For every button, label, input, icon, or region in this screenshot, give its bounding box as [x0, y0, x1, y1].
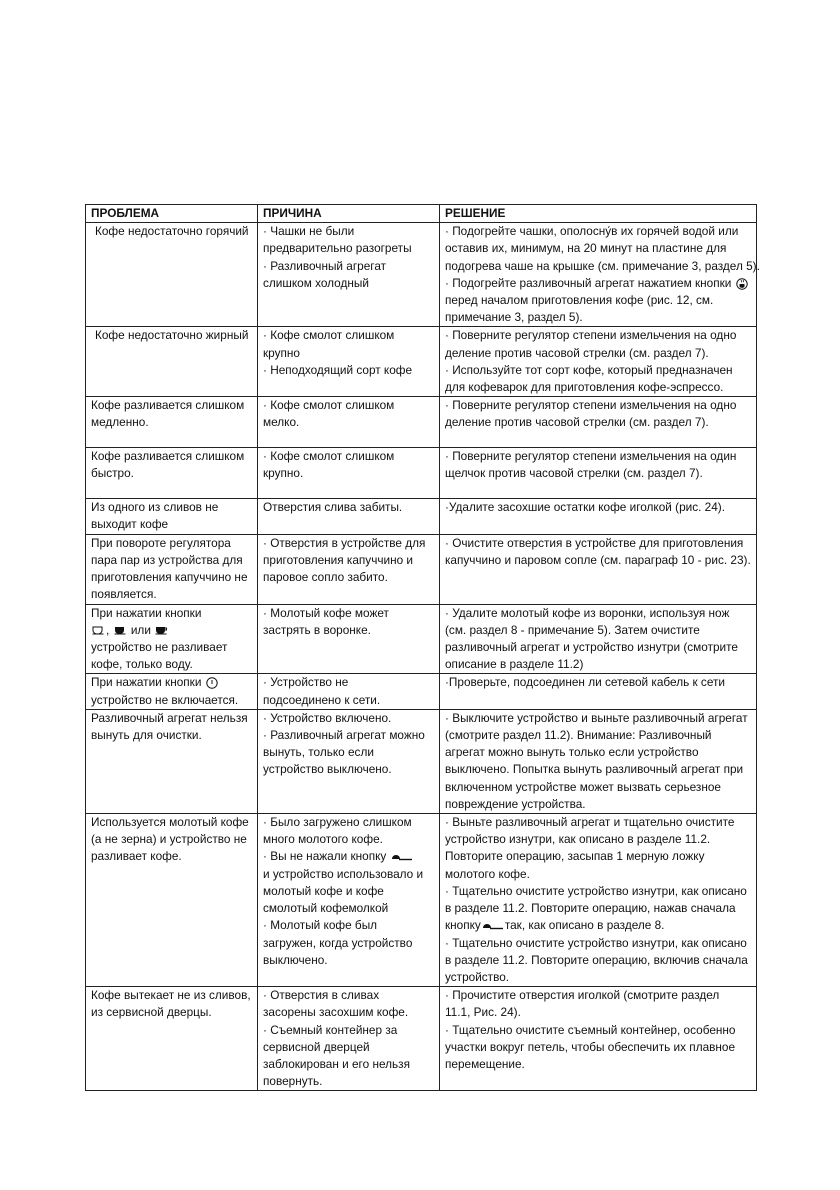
table-row: [86, 814, 757, 987]
cause-text: · Вы не нажали кнопку: [263, 849, 387, 864]
table-row: [86, 448, 757, 499]
solution-text: подогрева чаше на крышке (см. примечание 3, раздел 5).: [445, 258, 760, 273]
header-solution: РЕШЕНИЕ: [440, 205, 757, 223]
solution-text: · Тщательно очистите устройство изнутри, как описано: [445, 883, 747, 898]
solution-text: агрегат можно вынуть только если устройство: [445, 745, 699, 760]
problem-text: выходит кофе: [91, 517, 169, 532]
problem-cell: [86, 448, 258, 499]
problem-text: Разливочный агрегат нельзя: [91, 710, 248, 725]
cause-text: мелко.: [263, 415, 300, 430]
solution-text: · Подогрейте разливочный агрегат нажатием кнопки: [445, 275, 732, 290]
solution-text: для кофеварок для приготовления кофе-эспрессо.: [445, 380, 724, 395]
solution-text: щелчок против часовой стрелки (см. раздел 7).: [445, 466, 703, 481]
problem-text: Кофе разливается слишком: [91, 398, 245, 413]
solution-cell: [440, 604, 757, 674]
cause-text: · Кофе смолот слишком: [263, 398, 395, 413]
problem-cell: [86, 397, 258, 448]
solution-text: (см. раздел 8 - примечание 5). Затем очистите: [445, 622, 700, 637]
cause-text: паровое сопло забито.: [263, 570, 388, 585]
solution-text: в разделе 11.2. Повторите операцию, нажав сначала: [445, 901, 736, 916]
solution-cell: [440, 448, 757, 499]
solution-text: молотого кофе.: [445, 866, 530, 881]
cause-text: заблокирован и его нельзя: [263, 1056, 410, 1071]
table-row: [86, 397, 757, 448]
cause-cell: [258, 223, 440, 327]
two-cups-icon: [114, 626, 127, 635]
solution-text: описание в разделе 11.2): [445, 657, 584, 672]
cause-text: · Отверстия в устройстве для: [263, 535, 426, 550]
solution-text: капуччино и паровом сопле (см. параграф 10 - рис. 23).: [445, 552, 751, 567]
solution-text: 11.1, Рис. 24).: [445, 1005, 521, 1020]
cause-text: · Устройство включено.: [263, 710, 392, 725]
problem-cell: При нажатии кнопки , или устройство не разливает кофе, только воду.: [86, 604, 258, 674]
solution-text: оставив их, минимум, на 20 минут на пластине для: [445, 241, 727, 256]
cause-cell: [258, 327, 440, 397]
solution-text: · Используйте тот сорт кофе, который предназначен: [445, 362, 733, 377]
cause-text: застрять в воронке.: [263, 622, 371, 637]
cause-text: · Устройство не: [263, 675, 349, 690]
cause-text: · Было загружено слишком: [263, 815, 412, 830]
header-cause: ПРИЧИНА: [258, 205, 440, 223]
problem-text: При нажатии кнопки: [91, 605, 202, 620]
problem-text: При повороте регулятора: [91, 535, 231, 550]
table-row: [86, 604, 757, 674]
cause-text: · Молотый кофе был: [263, 918, 378, 933]
troubleshooting-table: [85, 204, 760, 1091]
solution-text: (смотрите раздел 11.2). Внимание: Разливочный: [445, 728, 712, 743]
solution-cell: [440, 814, 757, 987]
solution-text: · Поверните регулятор степени измельчения на одно: [445, 328, 737, 343]
problem-text: Используется молотый кофе: [91, 815, 249, 830]
cause-cell: [258, 987, 440, 1091]
problem-cell: [86, 534, 258, 604]
problem-text: приготовления капуччино не: [91, 570, 248, 585]
table-row: [86, 499, 757, 534]
table-header-row: [86, 205, 757, 223]
cause-cell: [258, 709, 440, 813]
cause-text: · Разливочный агрегат: [263, 258, 387, 273]
problem-text: При нажатии кнопки: [91, 675, 202, 690]
table-row: [86, 223, 757, 327]
problem-text: Кофе недостаточно жирный: [95, 328, 249, 343]
solution-text: перед началом приготовления кофе (рис. 12, см.: [445, 293, 714, 308]
solution-text: · Тщательно очистите съемный контейнер, особенно: [445, 1022, 736, 1037]
cause-text: выключено.: [263, 952, 328, 967]
cause-text: крупно.: [263, 466, 304, 481]
pre-ground-coffee-icon: [391, 853, 413, 862]
solution-cell: [440, 223, 760, 327]
problem-text: медленно.: [91, 415, 149, 430]
cause-cell: [258, 604, 440, 674]
solution-cell: [440, 674, 757, 709]
cause-text: повернуть.: [263, 1074, 323, 1089]
solution-text: · Удалите молотый кофе из воронки, используя нож: [445, 605, 730, 620]
solution-text: повреждение устройства.: [445, 796, 586, 811]
solution-text: разливочный агрегат и устройство изнутри (смотрите: [445, 640, 738, 655]
cause-text: слишком холодный: [263, 275, 369, 290]
cause-text: · Разливочный агрегат можно: [263, 728, 425, 743]
cause-text: сервисной дверцей: [263, 1039, 370, 1054]
header-problem: ПРОБЛЕМА: [86, 205, 258, 223]
cause-text: · Чашки не были: [263, 224, 355, 239]
cause-text: загружен, когда устройство: [263, 935, 413, 950]
problem-cell: [86, 987, 258, 1091]
solution-text: Повторите операцию, засыпав 1 мерную ложку: [445, 849, 705, 864]
solution-text: · Тщательно очистите устройство изнутри, как описано: [445, 935, 747, 950]
solution-text: · Прочистите отверстия иголкой (смотрите раздел: [445, 988, 720, 1003]
cause-cell: [258, 448, 440, 499]
solution-text: · Поверните регулятор степени измельчения на один: [445, 449, 737, 464]
problem-text: пара пар из устройства для: [91, 552, 243, 567]
cause-text: устройство выключено.: [263, 762, 392, 777]
problem-text: из сервисной дверцы.: [91, 1005, 212, 1020]
problem-text: появляется.: [91, 587, 157, 602]
power-icon: [206, 677, 218, 689]
table-row: [86, 534, 757, 604]
problem-text: устройство не разливает: [91, 640, 228, 655]
solution-cell: [440, 397, 757, 448]
solution-text: выключено. Попытка вынуть разливочный агрегат при: [445, 762, 744, 777]
table-row: [86, 987, 757, 1091]
cause-text: крупно: [263, 345, 300, 360]
solution-text: кнопку: [445, 918, 481, 933]
solution-text: примечание 3, раздел 5).: [445, 310, 583, 325]
cause-text: вынуть, только если: [263, 745, 374, 760]
cause-text: предварительно разогреты: [263, 241, 412, 256]
cause-text: · Неподходящий сорт кофе: [263, 362, 413, 377]
solution-cell: [440, 499, 757, 534]
solution-text: перемещение.: [445, 1056, 525, 1071]
problem-text: Кофе недостаточно горячий: [95, 224, 249, 239]
steam-cup-icon: [736, 278, 748, 290]
solution-text: участки вокруг петель, чтобы обеспечить их плавное: [445, 1039, 736, 1054]
solution-cell: [440, 987, 757, 1091]
problem-or-text: или: [130, 622, 151, 637]
problem-text: (а не зерна) и устройство не: [91, 832, 247, 847]
cause-text: много молотого кофе.: [263, 832, 383, 847]
solution-text: · Выньте разливочный агрегат и тщательно очистите: [445, 815, 735, 830]
pre-ground-coffee-icon: [482, 922, 504, 931]
solution-text: устройство изнутри, как описано в разделе 11.2.: [445, 832, 711, 847]
solution-text: в разделе 11.2. Повторите операцию, включив сначала: [445, 952, 748, 967]
cause-cell: [258, 397, 440, 448]
cause-text: подсоединено к сети.: [263, 692, 381, 707]
problem-cell: [86, 709, 258, 813]
cause-cell: [258, 814, 440, 987]
problem-text: устройство не включается.: [91, 692, 239, 707]
cause-text: Отверстия слива забиты.: [263, 500, 403, 515]
problem-cell: [86, 814, 258, 987]
solution-cell: [440, 534, 757, 604]
cause-text: смолотый кофемолкой: [263, 901, 389, 916]
cause-cell: [258, 499, 440, 534]
cause-cell: [258, 674, 440, 709]
solution-text: ·Удалите засохшие остатки кофе иголкой (рис. 24).: [445, 500, 726, 515]
problem-cell: [86, 223, 258, 327]
cause-text: · Кофе смолот слишком: [263, 449, 395, 464]
problem-text: быстро.: [91, 466, 134, 481]
problem-cell: [86, 499, 258, 534]
problem-text: кофе, только воду.: [91, 657, 193, 672]
solution-text: включенном устройстве может вызвать серьезное: [445, 779, 721, 794]
solution-text: устройство.: [445, 969, 510, 984]
cause-text: · Отверстия в сливах: [263, 988, 380, 1003]
table-row: [86, 709, 757, 813]
cause-cell: [258, 534, 440, 604]
table-row: [86, 674, 757, 709]
cause-text: · Кофе смолот слишком: [263, 328, 395, 343]
solution-text: так, как описано в разделе 8.: [504, 918, 665, 933]
solution-text: деление против часовой стрелки (см. раздел 7).: [445, 415, 709, 430]
solution-text: · Поверните регулятор степени измельчения на одно: [445, 398, 737, 413]
solution-text: · Подогрейте чашки, ополосну́в их горячей водой или: [445, 224, 739, 239]
cause-text: приготовления капуччино и: [263, 552, 414, 567]
solution-text: ·Проверьте, подсоединен ли сетевой кабель к сети: [445, 675, 725, 690]
cause-text: молотый кофе и кофе: [263, 883, 384, 898]
solution-text: деление против часовой стрелки (см. раздел 7).: [445, 345, 709, 360]
one-cup-icon: [92, 626, 105, 635]
cause-text: и устройство использовало и: [263, 866, 424, 881]
cause-text: · Молотый кофе может: [263, 605, 389, 620]
coffee-cup-icon: [155, 626, 168, 635]
problem-cell: [86, 674, 258, 709]
solution-cell: [440, 709, 757, 813]
cause-text: засорены засохшим кофе.: [263, 1005, 409, 1020]
problem-text: вынуть для очистки.: [91, 728, 202, 743]
problem-text: Кофе разливается слишком: [91, 449, 245, 464]
problem-text: Из одного из сливов не: [91, 500, 219, 515]
solution-text: · Очистите отверстия в устройстве для приготовления: [445, 535, 744, 550]
cause-text: · Съемный контейнер за: [263, 1022, 398, 1037]
problem-text: Кофе вытекает не из сливов,: [91, 988, 251, 1003]
solution-cell: [440, 327, 757, 397]
solution-text: · Выключите устройство и выньте разливочный агрегат: [445, 710, 748, 725]
problem-cell: [86, 327, 258, 397]
problem-text: разливает кофе.: [91, 849, 182, 864]
table-row: [86, 327, 757, 397]
